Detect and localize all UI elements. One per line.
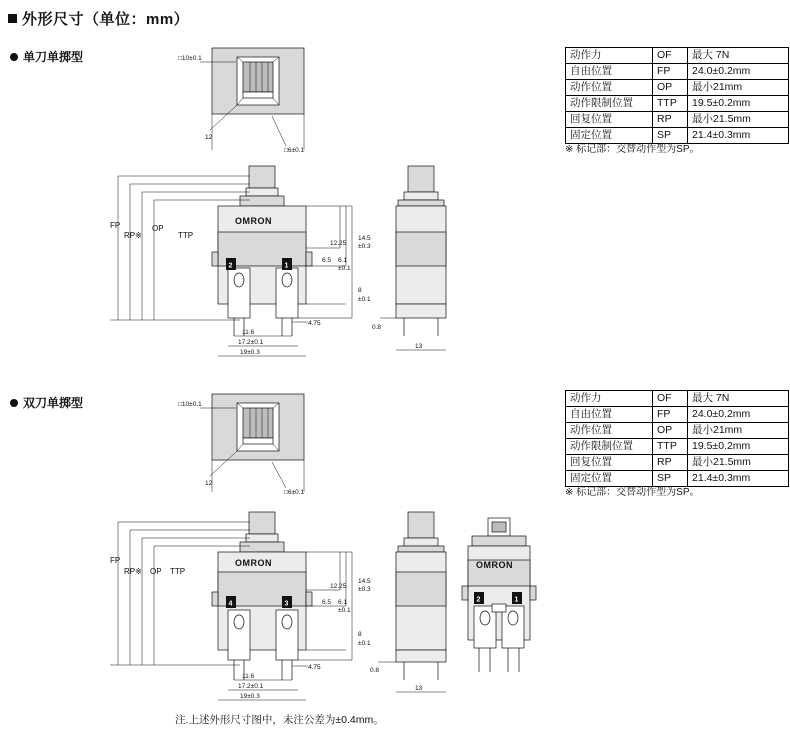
label-0-8: 0.8 [372,324,382,331]
label-6-1: 6.1 [338,257,348,264]
spec-name: 回复位置 [566,455,653,471]
pin-label-4: 4 [228,600,233,608]
spec-code: OP [653,80,688,96]
label-6-5-2: 6.5 [322,599,332,606]
spec-value: 24.0±0.2mm [688,407,789,423]
spec-code: RP [653,455,688,471]
label-rp-2: RP※ [124,567,142,576]
spec-code: TTP [653,439,688,455]
label-0-8-2: 0.8 [370,667,380,674]
spec-name: 动作力 [566,391,653,407]
label-19-2: 19±0.3 [240,693,260,700]
brand-label-1: OMRON [235,216,272,226]
label-6-5: 6.5 [322,257,332,264]
section-title-2-text: 双刀单掷型 [23,396,84,410]
spec-name: 固定位置 [566,471,653,487]
label-tol-03-2: ±0.3 [358,586,371,593]
side-view-2 [370,512,446,692]
spec-code: SP [653,471,688,487]
spec-name: 动作力 [566,48,653,64]
label-8-2: 8 [358,631,362,638]
label-op-2: OP [150,567,162,576]
spec-note-2: ※ 标记部：交替动作型为SP。 [565,487,700,498]
label-sq10: □10±0.1 [178,55,202,62]
label-4-75: 4.75 [308,320,321,327]
pin-label-3: 3 [284,600,289,608]
spec-value: 最大 7N [688,391,789,407]
label-tol-01b: ±0.1 [358,296,371,303]
spec-code: OF [653,48,688,64]
spec-code: FP [653,64,688,80]
pin-label-2b: 2 [476,596,481,604]
spec-value: 21.4±0.3mm [688,128,789,144]
pin-label-2: 2 [228,262,233,270]
label-tol-01b-2: ±0.1 [358,640,371,647]
spec-code: TTP [653,96,688,112]
spec-name: 动作位置 [566,80,653,96]
label-sq6-2: □6±0.1 [284,489,305,496]
label-fp-2: FP [110,556,121,565]
spec-name: 动作限制位置 [566,96,653,112]
label-14-5-2: 14.5 [358,578,371,585]
bottom-dims-2 [218,664,321,700]
spec-code: RP [653,112,688,128]
rear-view-2 [462,518,536,672]
spec-name: 固定位置 [566,128,653,144]
label-11-6-2: 11.6 [242,673,255,680]
label-tol-03: ±0.3 [358,243,371,250]
label-12-25: 12.25 [330,240,347,247]
label-13: 13 [415,343,423,350]
label-19: 19±0.3 [240,349,260,356]
label-14-5: 14.5 [358,235,371,242]
spec-code: OF [653,391,688,407]
label-11-6: 11.6 [242,329,255,336]
label-12-2: 12 [205,480,213,487]
spec-name: 回复位置 [566,112,653,128]
spec-code: OP [653,423,688,439]
label-4-75-2: 4.75 [308,664,321,671]
label-tol-01-2: ±0.1 [338,607,351,614]
height-dims-2 [298,552,371,660]
spec-value: 最大 7N [688,48,789,64]
spec-name: 动作位置 [566,423,653,439]
label-12-25-2: 12.25 [330,583,347,590]
label-17-2-2: 17.2±0.1 [238,683,264,690]
spec-value: 最小21mm [688,80,789,96]
page-title-text: 外形尺寸（单位：mm） [22,11,190,28]
spec-value: 21.4±0.3mm [688,471,789,487]
brand-label-3: OMRON [476,560,513,570]
label-6-1-2: 6.1 [338,599,348,606]
label-rp-1: RP※ [124,231,142,240]
front-view-2 [212,512,312,680]
label-13-2: 13 [415,685,423,692]
footer-note: 注.上述外形尺寸图中，未注公差为±0.4mm。 [175,714,384,726]
label-op-1: OP [152,224,164,233]
label-ttp-2: TTP [170,567,186,576]
top-view-2 [178,394,305,496]
label-8: 8 [358,287,362,294]
spec-value: 最小21.5mm [688,455,789,471]
spec-code: FP [653,407,688,423]
pin-label-1: 1 [284,262,289,270]
label-17-2: 17.2±0.1 [238,339,264,346]
spec-name: 动作限制位置 [566,439,653,455]
spec-value: 最小21mm [688,423,789,439]
spec-note-1: ※ 标记部：交替动作型为SP。 [565,144,700,155]
label-fp-1: FP [110,221,121,230]
spec-name: 自由位置 [566,407,653,423]
label-sq6: □6±0.1 [284,147,305,154]
label-12: 12 [205,134,213,141]
label-sq10-2: □10±0.1 [178,401,202,408]
spec-value: 19.5±0.2mm [688,439,789,455]
spec-value: 24.0±0.2mm [688,64,789,80]
spec-name: 自由位置 [566,64,653,80]
section-title-1-text: 单刀单掷型 [23,50,84,64]
brand-label-2: OMRON [235,558,272,568]
spec-value: 19.5±0.2mm [688,96,789,112]
spec-code: SP [653,128,688,144]
label-ttp-1: TTP [178,231,194,240]
pin-label-1b: 1 [514,596,519,604]
label-tol-01: ±0.1 [338,265,351,272]
spec-value: 最小21.5mm [688,112,789,128]
